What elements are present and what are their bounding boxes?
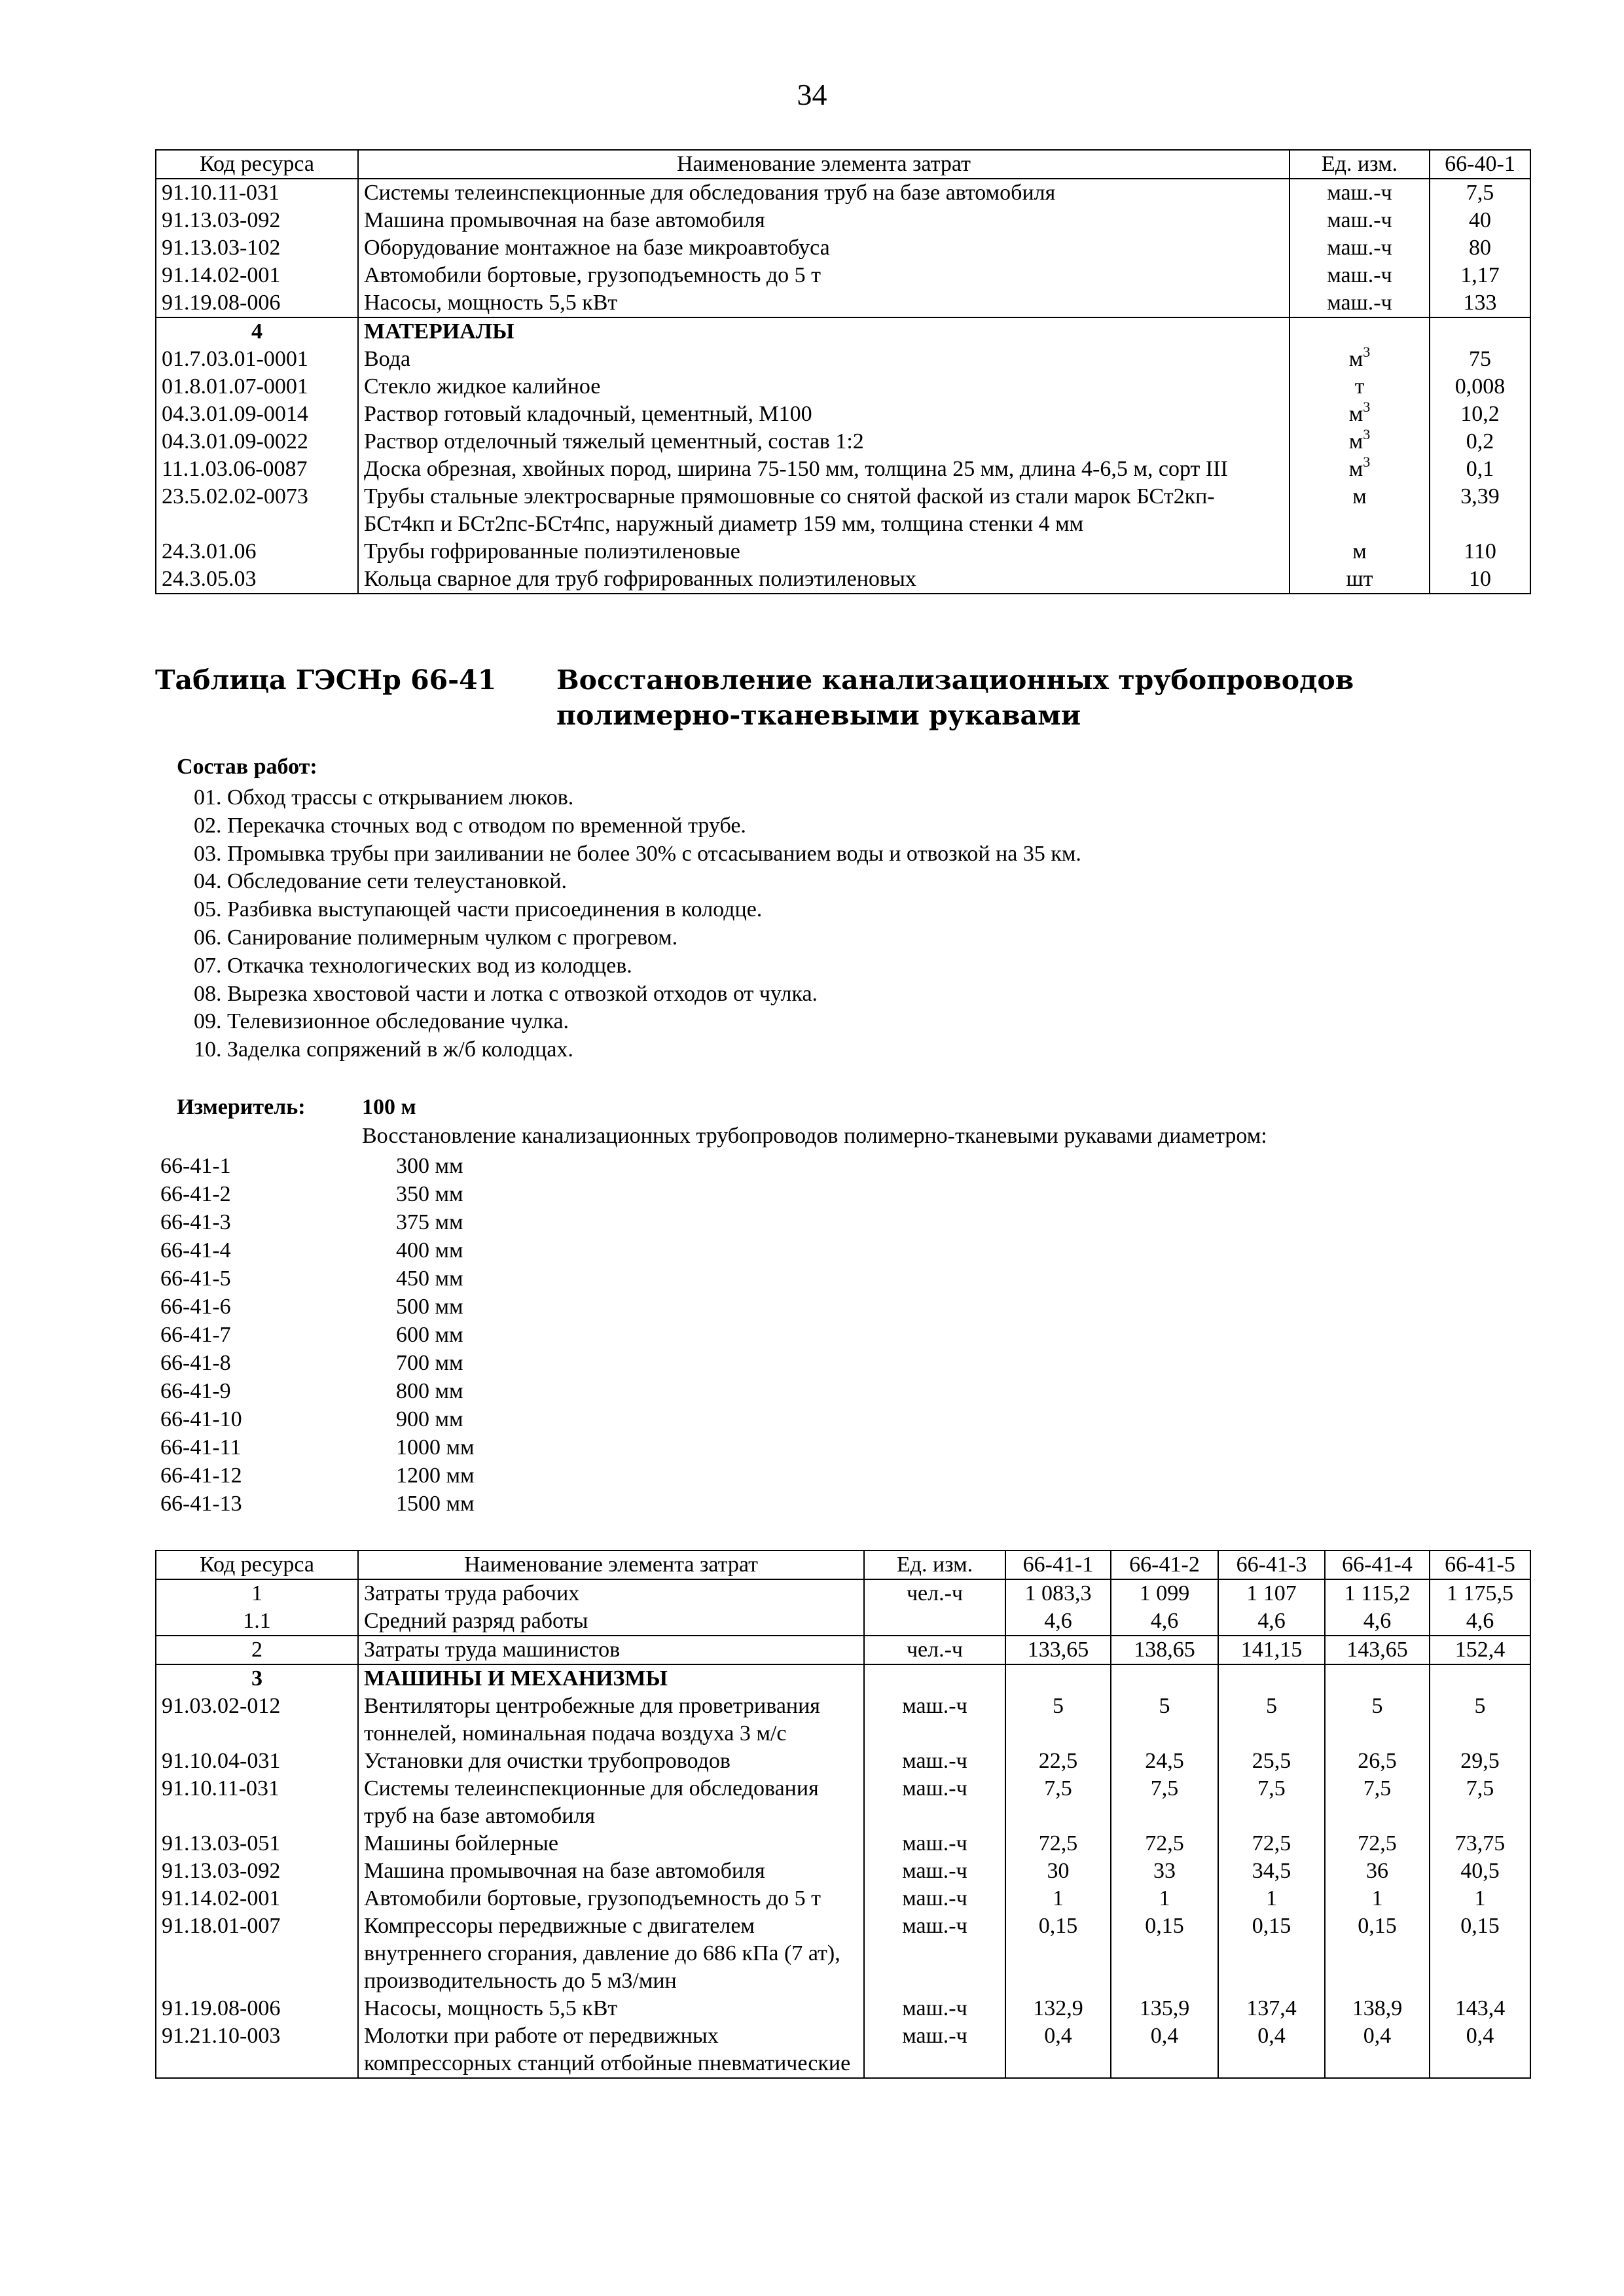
resource-unit: маш.-ч	[864, 2022, 1005, 2078]
norm-value-66-41-3: 72,5	[1218, 1830, 1325, 1857]
norm-value-66-41-5	[1430, 1664, 1530, 1693]
variant-size: 800 мм	[396, 1379, 463, 1403]
norm-value: 10,2	[1430, 401, 1530, 428]
norm-value-66-41-3: 1 107	[1218, 1579, 1325, 1607]
work-item: 03. Промывка трубы при заиливании не более 30% с отсасыванием воды и отвозкой на 35 км.	[194, 841, 1081, 866]
variant-code: 66-41-13	[160, 1492, 242, 1516]
resource-name: Автомобили бортовые, грузоподъемность до 5 т	[358, 262, 1290, 289]
measure-value: 100 м	[362, 1095, 416, 1119]
work-item: 08. Вырезка хвостовой части и лотка с отвозкой отходов от чулка.	[194, 981, 818, 1006]
table-row	[156, 456, 1530, 483]
work-item: 06. Санирование полимерным чулком с прогревом.	[194, 925, 678, 950]
norm-value-66-41-5: 1 175,5	[1430, 1579, 1530, 1607]
norm-value: 3,39	[1430, 483, 1530, 538]
variant-code: 66-41-12	[160, 1463, 242, 1488]
unit-superscript: 3	[1363, 426, 1371, 442]
resource-code: 91.14.02-001	[156, 262, 358, 289]
resource-table-66-40	[155, 149, 1531, 594]
resource-unit: чел.-ч	[864, 1579, 1005, 1607]
resource-name: Насосы, мощность 5,5 кВт	[358, 1995, 864, 2022]
norm-value-66-41-5: 73,75	[1430, 1830, 1530, 1857]
resource-code: 91.14.02-001	[156, 1885, 358, 1912]
column-header-66-41-5: 66-41-5	[1430, 1551, 1530, 1579]
norm-value: 133	[1430, 289, 1530, 317]
resource-unit	[1290, 565, 1430, 594]
norm-value-66-41-4	[1325, 1664, 1430, 1693]
table-row	[156, 428, 1530, 456]
resource-name: Раствор отделочный тяжелый цементный, состав 1:2	[358, 428, 1290, 456]
norm-value-66-41-2: 24,5	[1111, 1748, 1218, 1775]
variant-code: 66-41-7	[160, 1323, 231, 1347]
norm-value-66-41-1: 5	[1005, 1693, 1111, 1748]
variant-row	[160, 1208, 475, 1236]
variant-row	[160, 1152, 475, 1180]
resource-unit: маш.-ч	[864, 1857, 1005, 1885]
column-header-code: Код ресурса	[156, 1551, 358, 1579]
table-row	[156, 2022, 1530, 2078]
norm-value-66-41-4: 26,5	[1325, 1748, 1430, 1775]
norm-value-66-41-1	[1005, 1664, 1111, 1693]
variant-row	[160, 1265, 475, 1293]
unit-text: маш.-ч	[1327, 291, 1392, 315]
measure-description: Восстановление канализационных трубопроводов полимерно-тканевыми рукавами диаметром:	[362, 1124, 1267, 1148]
variant-row	[160, 1433, 475, 1462]
resource-name: Системы телеинспекционные для обследования труб на базе автомобиля	[358, 179, 1290, 207]
resource-unit	[1290, 234, 1430, 262]
column-header-66-41-4: 66-41-4	[1325, 1551, 1430, 1579]
resource-code: 91.13.03-092	[156, 1857, 358, 1885]
resource-name: Вода	[358, 346, 1290, 373]
variant-size: 1200 мм	[396, 1463, 475, 1488]
norm-value-66-41-3: 0,4	[1218, 2022, 1325, 2078]
work-item: 02. Перекачка сточных вод с отводом по временной трубе.	[194, 813, 746, 838]
resource-unit	[1290, 179, 1430, 207]
unit-text: шт	[1346, 567, 1373, 591]
resource-name: Трубы стальные электросварные прямошовные со снятой фаской из стали марок БСт2кп-БСт4кп и БСт2пс-БСт4пс, наружный диаметр 159 мм, толщина стенки 4 мм	[358, 483, 1290, 538]
resource-code: 1	[156, 1579, 358, 1607]
resource-unit: маш.-ч	[864, 1748, 1005, 1775]
resource-code: 91.03.02-012	[156, 1693, 358, 1748]
resource-name: Раствор готовый кладочный, цементный, М100	[358, 401, 1290, 428]
resource-code: 3	[156, 1664, 358, 1693]
table-id-heading: Таблица ГЭСНр 66-41	[155, 664, 497, 696]
variant-code: 66-41-9	[160, 1379, 231, 1403]
table-row	[156, 401, 1530, 428]
unit-text: м	[1348, 347, 1363, 371]
norm-value: 10	[1430, 565, 1530, 594]
norm-value: 0,008	[1430, 373, 1530, 401]
variant-size: 1500 мм	[396, 1492, 475, 1516]
column-header-unit: Ед. изм.	[864, 1551, 1005, 1579]
norm-value-66-41-4: 0,15	[1325, 1912, 1430, 1995]
norm-value: 0,1	[1430, 456, 1530, 483]
resource-code: 1.1	[156, 1607, 358, 1636]
norm-value-66-41-1: 22,5	[1005, 1748, 1111, 1775]
resource-code: 91.19.08-006	[156, 1995, 358, 2022]
norm-value-66-41-1: 0,4	[1005, 2022, 1111, 2078]
norm-value-66-41-3: 5	[1218, 1693, 1325, 1748]
variant-size: 375 мм	[396, 1210, 463, 1234]
resource-unit	[1290, 207, 1430, 234]
resource-code: 11.1.03.06-0087	[156, 456, 358, 483]
work-item: 09. Телевизионное обследование чулка.	[194, 1009, 569, 1034]
resource-name: Насосы, мощность 5,5 кВт	[358, 289, 1290, 317]
norm-value-66-41-4: 36	[1325, 1857, 1430, 1885]
norm-value-66-41-4: 1 115,2	[1325, 1579, 1430, 1607]
resource-name: Молотки при работе от передвижных компрессорных станций отбойные пневматические	[358, 2022, 864, 2078]
resource-code: 01.7.03.01-0001	[156, 346, 358, 373]
variant-code: 66-41-1	[160, 1154, 231, 1178]
norm-value-66-41-5: 5	[1430, 1693, 1530, 1748]
resource-code: 91.13.03-102	[156, 234, 358, 262]
variant-code: 66-41-2	[160, 1182, 231, 1206]
resource-code: 91.19.08-006	[156, 289, 358, 317]
norm-value-66-41-3: 7,5	[1218, 1775, 1325, 1830]
table-row	[156, 317, 1530, 346]
column-header-66-41-3: 66-41-3	[1218, 1551, 1325, 1579]
table-row	[156, 262, 1530, 289]
resource-name: Машины бойлерные	[358, 1830, 864, 1857]
norm-value: 110	[1430, 538, 1530, 565]
norm-value-66-41-1: 133,65	[1005, 1636, 1111, 1664]
table-row	[156, 1579, 1530, 1607]
resource-name: МАТЕРИАЛЫ	[358, 317, 1290, 346]
resource-code: 23.5.02.02-0073	[156, 483, 358, 538]
norm-value-66-41-1: 1	[1005, 1885, 1111, 1912]
norm-value-66-41-5: 7,5	[1430, 1775, 1530, 1830]
variant-code: 66-41-5	[160, 1266, 231, 1291]
resource-unit: маш.-ч	[864, 1885, 1005, 1912]
resource-code: 91.21.10-003	[156, 2022, 358, 2078]
resource-unit	[1290, 483, 1430, 538]
column-header-code: Код ресурса	[156, 150, 358, 179]
work-item: 07. Откачка технологических вод из колодцев.	[194, 953, 632, 978]
resource-code: 24.3.05.03	[156, 565, 358, 594]
norm-value-66-41-2: 4,6	[1111, 1607, 1218, 1636]
work-item: 01. Обход трассы с открыванием люков.	[194, 785, 574, 810]
resource-name: МАШИНЫ И МЕХАНИЗМЫ	[358, 1664, 864, 1693]
table-row	[156, 1748, 1530, 1775]
norm-value: 75	[1430, 346, 1530, 373]
norm-value-66-41-5: 0,4	[1430, 2022, 1530, 2078]
resource-name: Вентиляторы центробежные для проветривания тоннелей, номинальная подача воздуха 3 м/с	[358, 1693, 864, 1748]
unit-text: маш.-ч	[1327, 236, 1392, 260]
table-row	[156, 538, 1530, 565]
norm-value-66-41-5: 29,5	[1430, 1748, 1530, 1775]
resource-code: 04.3.01.09-0022	[156, 428, 358, 456]
resource-name: Стекло жидкое калийное	[358, 373, 1290, 401]
resource-code: 91.13.03-092	[156, 207, 358, 234]
variant-row	[160, 1490, 475, 1518]
resource-unit	[1290, 289, 1430, 317]
norm-value-66-41-2: 5	[1111, 1693, 1218, 1748]
table-row	[156, 1636, 1530, 1664]
column-header-unit: Ед. изм.	[1290, 150, 1430, 179]
variant-size: 500 мм	[396, 1295, 463, 1319]
resource-code: 04.3.01.09-0014	[156, 401, 358, 428]
unit-text: т	[1354, 374, 1365, 399]
norm-value-66-41-1: 132,9	[1005, 1995, 1111, 2022]
resource-name: Машина промывочная на базе автомобиля	[358, 1857, 864, 1885]
norm-value-66-41-5: 143,4	[1430, 1995, 1530, 2022]
resource-code: 91.13.03-051	[156, 1830, 358, 1857]
variant-list	[160, 1152, 475, 1518]
unit-text: м	[1348, 429, 1363, 454]
table-row	[156, 234, 1530, 262]
norm-value-66-41-1: 7,5	[1005, 1775, 1111, 1830]
unit-superscript: 3	[1363, 399, 1371, 415]
table-row	[156, 1830, 1530, 1857]
norm-value: 40	[1430, 207, 1530, 234]
resource-table-body	[156, 179, 1530, 594]
resource-unit	[1290, 456, 1430, 483]
variant-size: 700 мм	[396, 1351, 463, 1375]
variant-row	[160, 1293, 475, 1321]
resource-name: Системы телеинспекционные для обследования труб на базе автомобиля	[358, 1775, 864, 1830]
measure-label: Измеритель:	[177, 1095, 306, 1119]
norm-value-66-41-3: 137,4	[1218, 1995, 1325, 2022]
norm-value-66-41-2: 135,9	[1111, 1995, 1218, 2022]
unit-text: м	[1352, 484, 1367, 509]
norm-value: 1,17	[1430, 262, 1530, 289]
norm-value-66-41-3: 1	[1218, 1885, 1325, 1912]
resource-unit: маш.-ч	[864, 1693, 1005, 1748]
resource-name: Трубы гофрированные полиэтиленовые	[358, 538, 1290, 565]
unit-superscript: 3	[1363, 454, 1371, 470]
resource-unit	[1290, 373, 1430, 401]
norm-value: 80	[1430, 234, 1530, 262]
column-header-name: Наименование элемента затрат	[358, 150, 1290, 179]
resource-name: Доска обрезная, хвойных пород, ширина 75-150 мм, толщина 25 мм, длина 4-6,5 м, сорт III	[358, 456, 1290, 483]
work-item: 04. Обследование сети телеустановкой.	[194, 869, 568, 894]
variant-code: 66-41-6	[160, 1295, 231, 1319]
resource-unit: маш.-ч	[864, 1995, 1005, 2022]
norm-value-66-41-1: 72,5	[1005, 1830, 1111, 1857]
table-row	[156, 1857, 1530, 1885]
norm-value-66-41-4: 7,5	[1325, 1775, 1430, 1830]
resource-name: Затраты труда рабочих	[358, 1579, 864, 1607]
norm-value-66-41-3: 141,15	[1218, 1636, 1325, 1664]
norm-value-66-41-2: 72,5	[1111, 1830, 1218, 1857]
variant-row	[160, 1180, 475, 1208]
resource-unit	[1290, 346, 1430, 373]
norm-value-66-41-4: 5	[1325, 1693, 1430, 1748]
unit-text: м	[1352, 539, 1367, 564]
resource-unit	[1290, 538, 1430, 565]
norm-value-66-41-4: 1	[1325, 1885, 1430, 1912]
column-header-66-41-1: 66-41-1	[1005, 1551, 1111, 1579]
variant-size: 900 мм	[396, 1407, 463, 1431]
unit-superscript: 3	[1363, 344, 1371, 360]
variant-row	[160, 1321, 475, 1349]
norm-value	[1430, 317, 1530, 346]
table-row	[156, 289, 1530, 317]
norm-value-66-41-4: 4,6	[1325, 1607, 1430, 1636]
table-row	[156, 1995, 1530, 2022]
variant-row	[160, 1462, 475, 1490]
variant-row	[160, 1405, 475, 1433]
norm-value-66-41-5: 4,6	[1430, 1607, 1530, 1636]
norm-value-66-41-3: 25,5	[1218, 1748, 1325, 1775]
unit-text: маш.-ч	[1327, 208, 1392, 232]
variant-size: 600 мм	[396, 1323, 463, 1347]
resource-name: Автомобили бортовые, грузоподъемность до 5 т	[358, 1885, 864, 1912]
resource-unit	[1290, 401, 1430, 428]
variant-row	[160, 1377, 475, 1405]
table-row	[156, 1664, 1530, 1693]
column-header-norm: 66-40-1	[1430, 150, 1530, 179]
table-row	[156, 1693, 1530, 1748]
table-row	[156, 1775, 1530, 1830]
norm-value-66-41-5: 0,15	[1430, 1912, 1530, 1995]
table-row	[156, 1912, 1530, 1995]
resource-unit: чел.-ч	[864, 1636, 1005, 1664]
resource-unit: маш.-ч	[864, 1912, 1005, 1995]
norm-value-66-41-1: 30	[1005, 1857, 1111, 1885]
norm-value-66-41-5: 152,4	[1430, 1636, 1530, 1664]
norm-value-66-41-3	[1218, 1664, 1325, 1693]
variant-size: 450 мм	[396, 1266, 463, 1291]
variant-size: 400 мм	[396, 1238, 463, 1263]
unit-text: маш.-ч	[1327, 263, 1392, 287]
variant-code: 66-41-10	[160, 1407, 242, 1431]
variant-code: 66-41-3	[160, 1210, 231, 1234]
norm-value-66-41-2: 1	[1111, 1885, 1218, 1912]
resource-code: 4	[156, 317, 358, 346]
resource-name: Кольца сварное для труб гофрированных полиэтиленовых	[358, 565, 1290, 594]
resource-unit	[864, 1607, 1005, 1636]
norm-value: 7,5	[1430, 179, 1530, 207]
table-row	[156, 346, 1530, 373]
resource-name: Затраты труда машинистов	[358, 1636, 864, 1664]
norm-value-66-41-4: 0,4	[1325, 2022, 1430, 2078]
norm-value-66-41-2: 1 099	[1111, 1579, 1218, 1607]
variant-row	[160, 1236, 475, 1265]
work-item: 05. Разбивка выступающей части присоединения в колодце.	[194, 897, 763, 922]
variant-code: 66-41-8	[160, 1351, 231, 1375]
unit-text: маш.-ч	[1327, 181, 1392, 205]
table-row	[156, 483, 1530, 538]
resource-code: 91.10.11-031	[156, 1775, 358, 1830]
resource-unit: маш.-ч	[864, 1830, 1005, 1857]
resource-name: Оборудование монтажное на базе микроавтобуса	[358, 234, 1290, 262]
norm-value-66-41-3: 0,15	[1218, 1912, 1325, 1995]
resource-code: 2	[156, 1636, 358, 1664]
variant-row	[160, 1349, 475, 1377]
unit-text: м	[1348, 457, 1363, 481]
norm-value-66-41-2: 33	[1111, 1857, 1218, 1885]
resource-unit	[1290, 428, 1430, 456]
norm-value-66-41-5: 40,5	[1430, 1857, 1530, 1885]
norm-value: 0,2	[1430, 428, 1530, 456]
works-label: Состав работ:	[177, 755, 317, 779]
variant-code: 66-41-4	[160, 1238, 231, 1263]
norm-value-66-41-1: 4,6	[1005, 1607, 1111, 1636]
table-title-heading: Восстановление канализационных трубопроводов полимерно-тканевыми рукавами	[556, 664, 1354, 731]
works-list	[194, 784, 1081, 1064]
resource-table-body	[156, 1579, 1530, 2078]
resource-code: 91.18.01-007	[156, 1912, 358, 1995]
norm-value-66-41-2	[1111, 1664, 1218, 1693]
variant-size: 350 мм	[396, 1182, 463, 1206]
resource-name: Установки для очистки трубопроводов	[358, 1748, 864, 1775]
norm-value-66-41-2: 138,65	[1111, 1636, 1218, 1664]
resource-name: Компрессоры передвижные с двигателем внутреннего сгорания, давление до 686 кПа (7 ат), производительность до 5 м3/мин	[358, 1912, 864, 1995]
variant-code: 66-41-11	[160, 1435, 242, 1460]
table-row	[156, 373, 1530, 401]
norm-value-66-41-2: 0,15	[1111, 1912, 1218, 1995]
unit-text: м	[1348, 402, 1363, 426]
norm-value-66-41-2: 0,4	[1111, 2022, 1218, 2078]
norm-value-66-41-4: 72,5	[1325, 1830, 1430, 1857]
resource-code: 24.3.01.06	[156, 538, 358, 565]
page-number: 34	[797, 78, 827, 111]
resource-unit: маш.-ч	[864, 1775, 1005, 1830]
table-row	[156, 1607, 1530, 1636]
norm-value-66-41-1: 1 083,3	[1005, 1579, 1111, 1607]
norm-value-66-41-3: 4,6	[1218, 1607, 1325, 1636]
variant-size: 1000 мм	[396, 1435, 475, 1460]
column-header-name: Наименование элемента затрат	[358, 1551, 864, 1579]
resource-unit	[1290, 317, 1430, 346]
work-item: 10. Заделка сопряжений в ж/б колодцах.	[194, 1037, 573, 1062]
resource-table-66-41	[155, 1550, 1531, 2079]
resource-code: 91.10.11-031	[156, 179, 358, 207]
resource-unit	[864, 1664, 1005, 1693]
norm-value-66-41-4: 138,9	[1325, 1995, 1430, 2022]
table-row	[156, 179, 1530, 207]
norm-value-66-41-2: 7,5	[1111, 1775, 1218, 1830]
resource-name: Машина промывочная на базе автомобиля	[358, 207, 1290, 234]
norm-value-66-41-3: 34,5	[1218, 1857, 1325, 1885]
norm-value-66-41-1: 0,15	[1005, 1912, 1111, 1995]
resource-code: 01.8.01.07-0001	[156, 373, 358, 401]
table-row	[156, 1885, 1530, 1912]
norm-value-66-41-4: 143,65	[1325, 1636, 1430, 1664]
resource-name: Средний разряд работы	[358, 1607, 864, 1636]
resource-unit	[1290, 262, 1430, 289]
variant-size: 300 мм	[396, 1154, 463, 1178]
resource-code: 91.10.04-031	[156, 1748, 358, 1775]
table-row	[156, 207, 1530, 234]
table-row	[156, 565, 1530, 594]
norm-value-66-41-5: 1	[1430, 1885, 1530, 1912]
column-header-66-41-2: 66-41-2	[1111, 1551, 1218, 1579]
